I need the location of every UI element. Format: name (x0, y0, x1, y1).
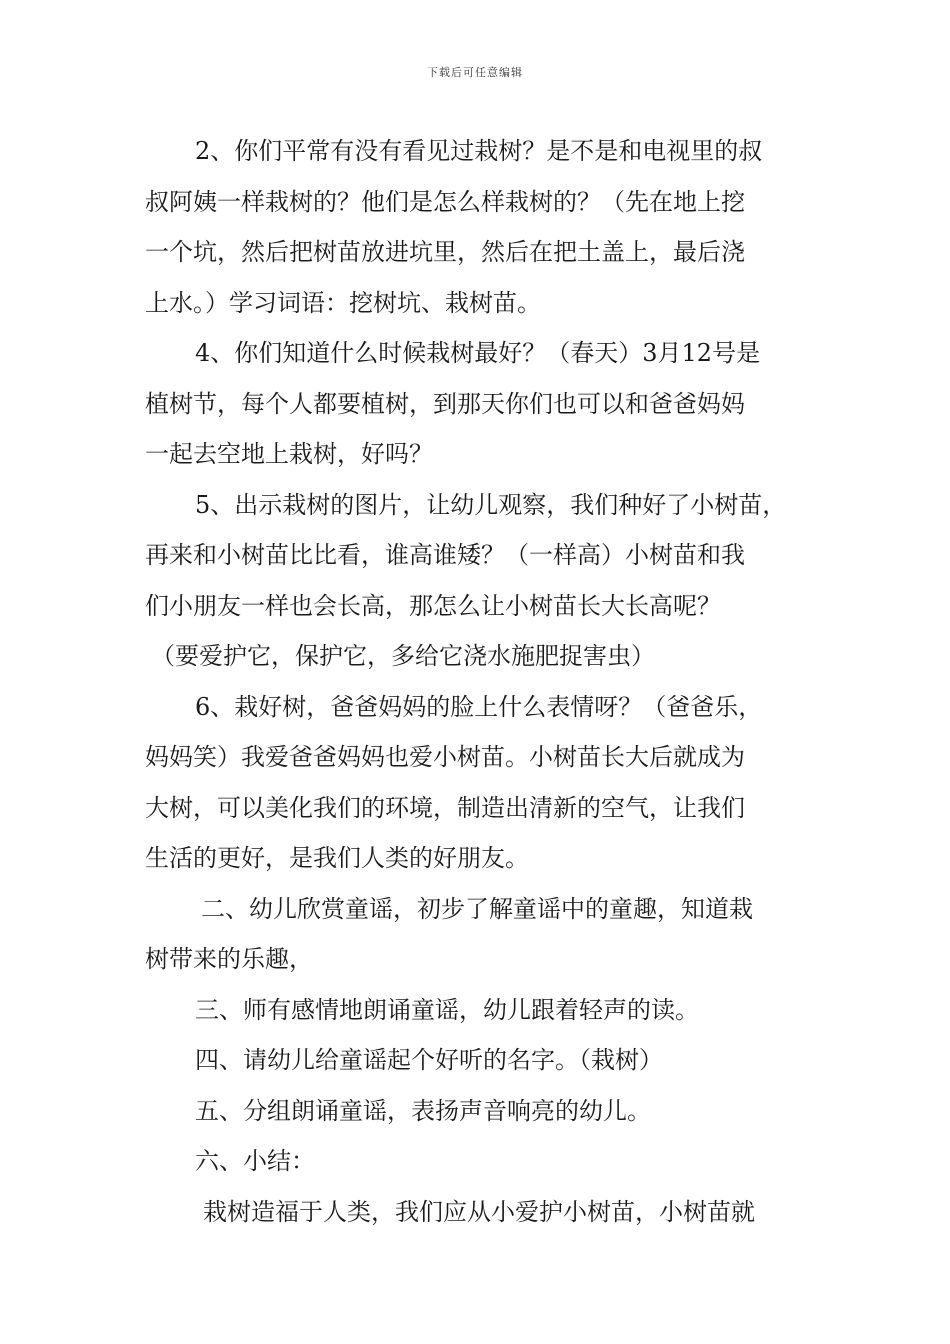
paragraph-line: 二、幼儿欣赏童谣，初步了解童谣中的童趣，知道栽 (201, 894, 753, 923)
paragraph-line: 三、师有感情地朗诵童谣，幼儿跟着轻声的读。 (195, 995, 699, 1024)
paragraph-line: 再来和小树苗比比看，谁高谁矮？（一样高）小树苗和我 (145, 541, 745, 569)
paragraph-line: 5、出示栽树的图片，让幼儿观察，我们种好了小树苗， (195, 490, 787, 519)
page-header-note: 下载后可任意编辑 (427, 66, 523, 79)
paragraph-line: 五、分组朗诵童谣，表扬声音响亮的幼儿。 (195, 1096, 651, 1125)
paragraph-line: （要爱护它，保护它，多给它浇水施肥捉害虫） (151, 642, 655, 670)
paragraph-line: 树带来的乐趣， (145, 945, 313, 973)
document-body (145, 126, 815, 1237)
paragraph-line: 一起去空地上栽树，好吗？ (145, 440, 433, 468)
paragraph-line: 植树节，每个人都要植树，到那天你们也可以和爸爸妈妈 (145, 389, 745, 418)
paragraph-line: 妈妈笑）我爱爸爸妈妈也爱小树苗。小树苗长大后就成为 (145, 743, 745, 771)
paragraph-line: 们小朋友一样也会长高，那怎么让小树苗长大长高呢？ (145, 591, 721, 620)
paragraph-line: 六、小结： (195, 1147, 315, 1175)
paragraph-line: 大树，可以美化我们的环境，制造出清新的空气，让我们 (145, 793, 745, 822)
paragraph-line: 6、栽好树，爸爸妈妈的脸上什么表情呀？（爸爸乐， (195, 692, 763, 721)
paragraph-line: 叔阿姨一样栽树的？他们是怎么样栽树的？（先在地上挖 (145, 187, 745, 216)
paragraph-line: 生活的更好，是我们人类的好朋友。 (145, 844, 529, 872)
paragraph-line: 栽树造福于人类，我们应从小爱护小树苗，小树苗就 (203, 1197, 755, 1226)
paragraph-line: 四、请幼儿给童谣起个好听的名字。（栽树） (195, 1046, 663, 1074)
paragraph-line: 上水。）学习词语：挖树坑、栽树苗。 (145, 288, 541, 317)
paragraph-line: 2、你们平常有没有看见过栽树？是不是和电视里的叔 (195, 137, 763, 165)
paragraph-line: 4、你们知道什么时候栽树最好？（春天）3月12号是 (195, 339, 761, 367)
paragraph-line: 一个坑，然后把树苗放进坑里，然后在把土盖上，最后浇 (145, 238, 745, 266)
